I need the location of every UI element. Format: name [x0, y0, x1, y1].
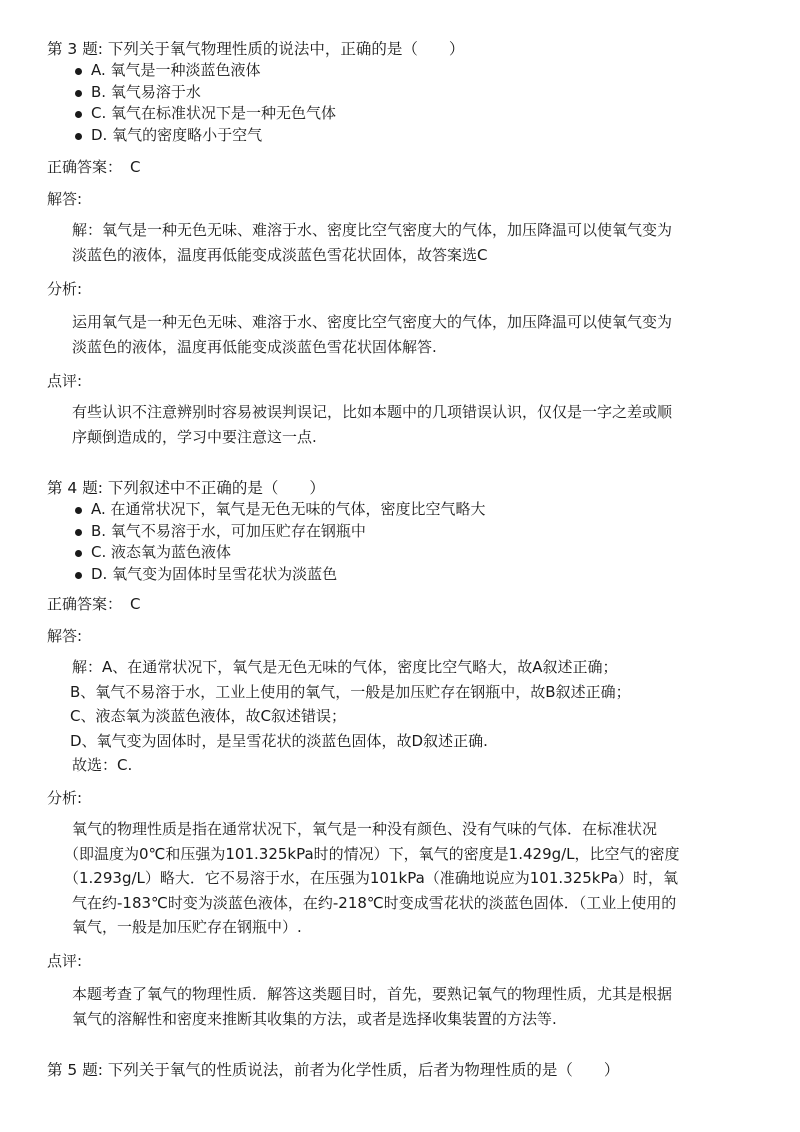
question-header: 第 5 题: 下列关于氧气的性质说法，前者为化学性质，后者为物理性质的是（ ） [47, 1061, 620, 1079]
answer-label: 正确答案： [47, 158, 123, 176]
analysis-label: 分析: [47, 789, 83, 807]
answer-row [47, 593, 141, 615]
solution-line: 淡蓝色的液体，温度再低能变成淡蓝色雪花状固体，故答案选C [72, 245, 488, 264]
solution-label: 解答: [47, 190, 83, 208]
answer-row [47, 156, 141, 178]
option-d: D. 氧气的密度略小于空气 [75, 125, 464, 147]
options-list [47, 60, 464, 146]
answer-value: C [130, 595, 141, 613]
comment-line: 本题考查了氧气的物理性质．解答这类题目时，首先，要熟记氧气的物理性质，尤其是根据 [72, 985, 673, 1003]
comment-text [47, 400, 744, 449]
solution-line: 解：氧气是一种无色无味、难溶于水、密度比空气密度大的气体，加压降温可以使氧气变为 [72, 221, 673, 239]
answer-value: C [130, 158, 141, 176]
option-c: C. 氧气在标准状况下是一种无色气体 [75, 103, 464, 125]
analysis-line: （即温度为0℃和压强为101.325kPa时的情况）下，氧气的密度是1.429g/L，比空气的密度 [64, 844, 680, 863]
comment-text [47, 982, 744, 1031]
question-header: 第 3 题: 下列关于氧气物理性质的说法中，正确的是（ ） [47, 40, 465, 58]
analysis-line: 氧气，一般是加压贮存在钢瓶中）. [72, 918, 302, 936]
solution-line: C、液态氧为淡蓝色液体，故C叙述错误； [70, 707, 346, 725]
option-b: B. 氧气不易溶于水，可加压贮存在钢瓶中 [75, 521, 486, 543]
analysis-text [47, 310, 744, 359]
answer-label: 正确答案： [47, 595, 123, 613]
comment-label: 点评: [47, 372, 83, 390]
solution-line: 故选：C. [72, 756, 133, 774]
option-c: C. 液态氧为蓝色液体 [75, 542, 486, 564]
option-a: A. 氧气是一种淡蓝色液体 [75, 60, 464, 82]
question-4 [47, 477, 486, 585]
analysis-line: 氧气的物理性质是指在通常状况下，氧气是一种没有颜色、没有气味的气体．在标准状况 [72, 820, 658, 838]
analysis-label: 分析: [47, 280, 83, 298]
option-a: A. 在通常状况下，氧气是无色无味的气体，密度比空气略大 [75, 499, 486, 521]
analysis-text [47, 817, 744, 940]
question-5 [47, 1059, 619, 1081]
option-b: B. 氧气易溶于水 [75, 82, 464, 104]
solution-text [47, 655, 744, 778]
comment-line: 氧气的溶解性和密度来推断其收集的方法，或者是选择收集装置的方法等. [72, 1009, 557, 1028]
options-list [47, 499, 486, 585]
solution-label: 解答: [47, 627, 83, 645]
analysis-line: 运用氧气是一种无色无味、难溶于水、密度比空气密度大的气体，加压降温可以使氧气变为 [72, 313, 673, 331]
comment-line: 序颠倒造成的，学习中要注意这一点. [72, 427, 317, 446]
solution-line: 解：A、在通常状况下，氧气是无色无味的气体，密度比空气略大，故A叙述正确； [72, 658, 618, 676]
analysis-line: 淡蓝色的液体，温度再低能变成淡蓝色雪花状固体解答. [72, 337, 437, 356]
solution-line: D、氧气变为固体时，是呈雪花状的淡蓝色固体，故D叙述正确. [70, 731, 488, 750]
analysis-line: （1.293g/L）略大．它不易溶于水，在压强为101kPa（准确地说应为101.325kPa）时，氧 [64, 869, 679, 887]
comment-line: 有些认识不注意辨别时容易被误判误记，比如本题中的几项错误认识，仅仅是一字之差或顺 [72, 403, 673, 421]
solution-text [47, 218, 744, 267]
question-3 [47, 38, 464, 146]
comment-label: 点评: [47, 952, 83, 970]
option-d: D. 氧气变为固体时呈雪花状为淡蓝色 [75, 564, 486, 586]
solution-line: B、氧气不易溶于水，工业上使用的氧气，一般是加压贮存在钢瓶中，故B叙述正确； [70, 682, 631, 701]
analysis-line: 气在约-183℃时变为淡蓝色液体，在约-218℃时变成雪花状的淡蓝色固体．（工业上使用的 [72, 893, 677, 912]
question-header: 第 4 题: 下列叙述中不正确的是（ ） [47, 479, 325, 497]
